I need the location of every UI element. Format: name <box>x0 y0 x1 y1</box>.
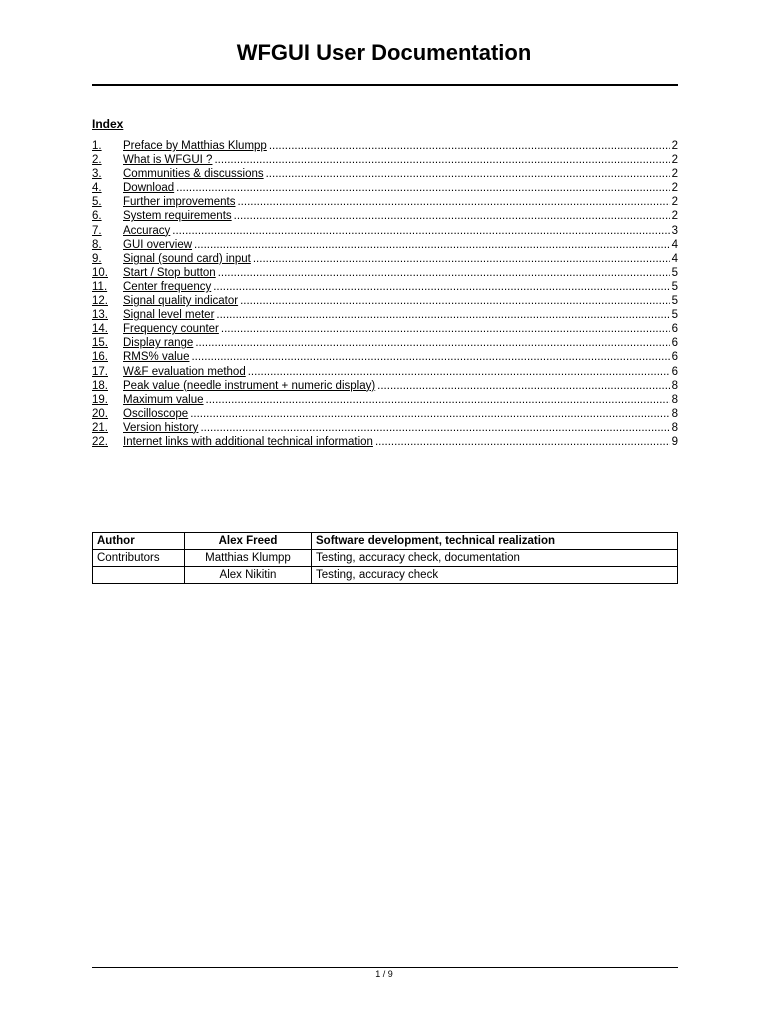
toc-entry-frequency-counter[interactable] <box>92 322 678 336</box>
toc-entry-number: 9. <box>92 252 102 265</box>
toc-entry-link[interactable]: Peak value (needle instrument + numeric display) <box>123 379 376 392</box>
toc-entry-link[interactable]: Maximum value <box>123 393 204 406</box>
toc-entry-accuracy[interactable] <box>92 224 678 238</box>
toc-entry-link[interactable]: Start / Stop button <box>123 266 216 279</box>
toc-entry-signal-quality-indicator[interactable] <box>92 294 678 308</box>
toc-entry-system-requirements[interactable] <box>92 209 678 223</box>
toc-leader <box>266 167 670 181</box>
table-of-contents <box>92 139 678 449</box>
credits-task: Software development, technical realization <box>312 533 678 550</box>
toc-entry-link[interactable]: Download <box>123 182 175 195</box>
toc-entry-download[interactable] <box>92 181 678 195</box>
toc-entry-number: 12. <box>92 295 108 308</box>
toc-leader <box>218 266 670 280</box>
credits-role: Author <box>93 533 185 550</box>
toc-entry-link[interactable]: Center frequency <box>123 280 212 293</box>
toc-entry-link[interactable]: Oscilloscope <box>123 407 189 420</box>
toc-leader <box>234 209 670 223</box>
toc-entry-page: 5 <box>671 280 678 293</box>
toc-entry-link[interactable]: Display range <box>123 337 194 350</box>
toc-leader <box>190 407 669 421</box>
toc-leader <box>200 421 669 435</box>
table-row <box>93 533 678 550</box>
credits-task: Testing, accuracy check <box>312 567 678 584</box>
toc-entry-page: 3 <box>671 224 678 237</box>
toc-entry-internet-links[interactable] <box>92 435 678 449</box>
toc-leader <box>195 336 669 350</box>
toc-entry-page: 2 <box>671 154 678 167</box>
toc-leader <box>194 238 670 252</box>
toc-entry-page: 2 <box>671 168 678 181</box>
toc-entry-preface[interactable] <box>92 139 678 153</box>
toc-entry-page: 2 <box>671 140 678 152</box>
document-title: WFGUI User Documentation <box>236 40 532 65</box>
title-divider <box>92 84 678 86</box>
toc-entry-page: 4 <box>671 238 678 251</box>
toc-entry-link[interactable]: Communities & discussions <box>123 168 264 181</box>
credits-role: Contributors <box>93 550 185 567</box>
toc-leader <box>237 195 669 209</box>
toc-leader <box>216 308 669 322</box>
toc-entry-page: 8 <box>671 379 678 392</box>
credits-table <box>92 532 678 584</box>
toc-entry-page: 6 <box>671 337 678 350</box>
toc-entry-signal-input[interactable] <box>92 252 678 266</box>
toc-entry-link[interactable]: Further improvements <box>123 196 236 209</box>
toc-leader <box>213 280 669 294</box>
toc-entry-link[interactable]: Version history <box>123 421 199 434</box>
toc-entry-link[interactable]: W&F evaluation method <box>123 365 246 378</box>
toc-leader <box>191 350 669 364</box>
toc-entry-number: 6. <box>92 210 102 223</box>
credits-name: Alex Freed <box>185 533 312 550</box>
toc-entry-page: 2 <box>671 196 678 209</box>
toc-entry-number: 1. <box>92 140 102 152</box>
toc-entry-link[interactable]: Signal (sound card) input <box>123 252 251 265</box>
table-row <box>93 567 678 584</box>
toc-entry-link[interactable]: GUI overview <box>123 238 193 251</box>
toc-entry-number: 16. <box>92 351 108 364</box>
toc-entry-number: 5. <box>92 196 102 209</box>
page-indicator: 1 / 9 <box>375 969 393 979</box>
credits-role <box>93 567 185 584</box>
toc-entry-number: 20. <box>92 407 108 420</box>
toc-leader <box>253 252 670 266</box>
toc-entry-page: 5 <box>671 295 678 308</box>
toc-entry-number: 2. <box>92 154 102 167</box>
toc-entry-center-frequency[interactable] <box>92 280 678 294</box>
toc-leader <box>269 139 670 153</box>
toc-entry-rms-value[interactable] <box>92 350 678 364</box>
toc-entry-page: 9 <box>671 435 678 448</box>
toc-leader <box>375 435 670 449</box>
toc-entry-signal-level-meter[interactable] <box>92 308 678 322</box>
toc-leader <box>206 393 670 407</box>
toc-entry-link[interactable]: Frequency counter <box>123 323 219 336</box>
credits-task: Testing, accuracy check, documentation <box>312 550 678 567</box>
toc-entry-number: 11. <box>92 280 108 293</box>
toc-entry-number: 4. <box>92 182 102 195</box>
toc-entry-link[interactable]: Signal level meter <box>123 309 215 322</box>
toc-entry-number: 10. <box>92 266 108 279</box>
toc-entry-page: 6 <box>671 323 678 336</box>
toc-entry-version-history[interactable] <box>92 421 678 435</box>
toc-leader <box>240 294 670 308</box>
toc-entry-link[interactable]: What is WFGUI ? <box>123 154 213 167</box>
toc-entry-wf-evaluation-method[interactable] <box>92 365 678 379</box>
toc-entry-number: 3. <box>92 168 102 181</box>
toc-leader <box>377 379 669 393</box>
toc-entry-page: 6 <box>671 351 678 364</box>
index-heading: Index <box>92 117 124 131</box>
toc-entry-link[interactable]: Signal quality indicator <box>123 295 239 308</box>
toc-leader <box>172 224 669 238</box>
toc-entry-maximum-value[interactable] <box>92 393 678 407</box>
toc-leader <box>248 365 670 379</box>
toc-entry-what-is-wfgui[interactable] <box>92 153 678 167</box>
toc-entry-communities[interactable] <box>92 167 678 181</box>
toc-entry-page: 6 <box>671 365 678 378</box>
toc-entry-number: 21. <box>92 421 108 434</box>
toc-entry-number: 22. <box>92 435 108 448</box>
toc-entry-page: 8 <box>671 393 678 406</box>
toc-entry-link[interactable]: Preface by Matthias Klumpp <box>123 140 267 152</box>
toc-entry-further-improvements[interactable] <box>92 195 678 209</box>
toc-entry-page: 2 <box>671 182 678 195</box>
toc-entry-link[interactable]: RMS% value <box>123 351 190 364</box>
toc-entry-number: 19. <box>92 393 108 406</box>
table-row <box>93 550 678 567</box>
toc-leader <box>214 153 669 167</box>
toc-entry-page: 5 <box>671 266 678 279</box>
toc-entry-number: 13. <box>92 309 108 322</box>
toc-entry-link[interactable]: System requirements <box>123 210 232 223</box>
toc-entry-number: 18. <box>92 379 108 392</box>
toc-entry-number: 14. <box>92 323 108 336</box>
toc-entry-number: 7. <box>92 224 102 237</box>
toc-entry-page: 8 <box>671 421 678 434</box>
toc-entry-peak-value[interactable] <box>92 379 678 393</box>
toc-entry-number: 8. <box>92 238 102 251</box>
credits-name: Matthias Klumpp <box>185 550 312 567</box>
toc-leader <box>221 322 670 336</box>
toc-entry-number: 15. <box>92 337 108 350</box>
toc-entry-number: 17. <box>92 365 108 378</box>
footer-divider <box>92 967 678 968</box>
toc-leader <box>176 181 669 195</box>
toc-entry-page: 8 <box>671 407 678 420</box>
toc-entry-gui-overview[interactable] <box>92 238 678 252</box>
toc-entry-display-range[interactable] <box>92 336 678 350</box>
toc-entry-link[interactable]: Internet links with additional technical information <box>123 435 373 448</box>
toc-entry-page: 2 <box>671 210 678 223</box>
toc-entry-link[interactable]: Accuracy <box>123 224 171 237</box>
toc-entry-page: 4 <box>671 252 678 265</box>
toc-entry-oscilloscope[interactable] <box>92 407 678 421</box>
credits-name: Alex Nikitin <box>185 567 312 584</box>
toc-entry-page: 5 <box>671 309 678 322</box>
toc-entry-start-stop-button[interactable] <box>92 266 678 280</box>
